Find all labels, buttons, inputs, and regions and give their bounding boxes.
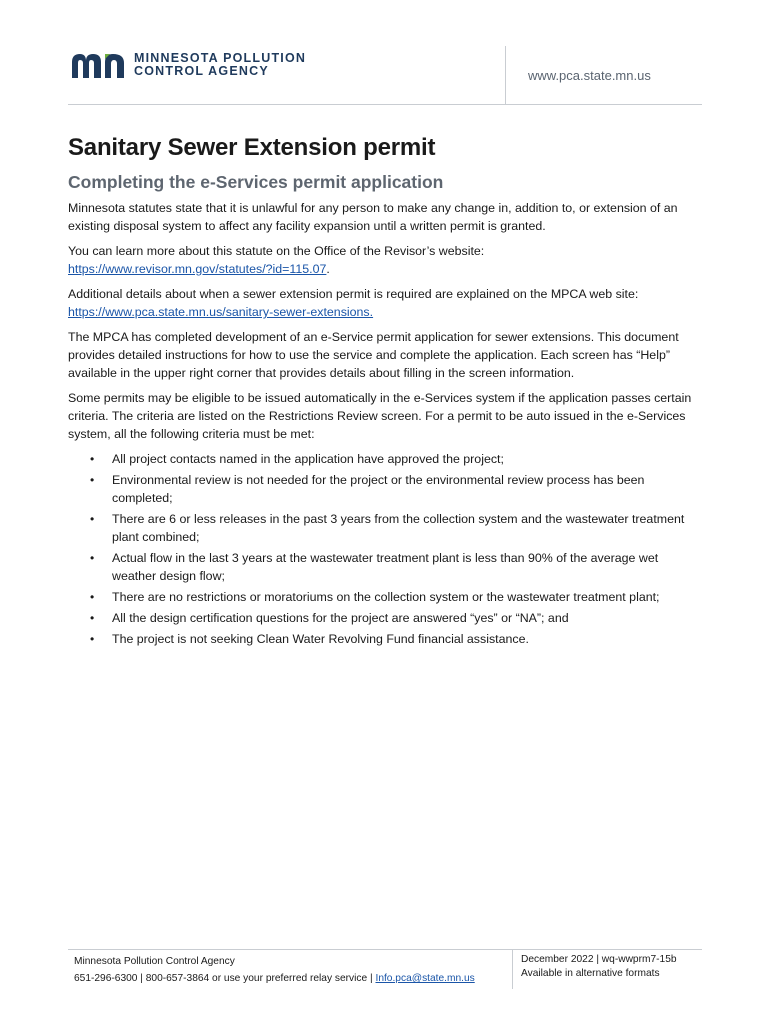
mpca-logo[interactable] bbox=[70, 52, 306, 78]
intro-paragraph: Minnesota statutes state that it is unlawful for any person to make any change in, addition to, or extension of an existing disposal system to affect any facility expansion until a written permit is granted. bbox=[68, 201, 678, 233]
org-name-line1: MINNESOTA POLLUTION bbox=[134, 51, 307, 65]
list-item: • All the design certification questions for the project are answered “yes” or “NA”; and bbox=[112, 609, 704, 627]
org-name bbox=[134, 52, 306, 78]
list-item: • Environmental review is not needed for the project or the environmental review process has been completed; bbox=[112, 471, 704, 507]
page-title: Sanitary Sewer Extension permit bbox=[68, 134, 436, 161]
details-text: Additional details about when a sewer extension permit is required are explained on the MPCA web site: bbox=[68, 287, 639, 301]
list-item: • Actual flow in the last 3 years at the wastewater treatment plant is less than 90% of the average wet weather design flow; bbox=[112, 549, 704, 585]
list-item: • There are 6 or less releases in the past 3 years from the collection system and the wastewater treatment plant combined; bbox=[112, 510, 704, 546]
list-item: • There are no restrictions or moratoriums on the collection system or the wastewater treatment plant; bbox=[112, 588, 704, 606]
footer-phone-line bbox=[74, 970, 475, 987]
header-divider bbox=[68, 104, 702, 105]
document-body bbox=[68, 134, 704, 651]
footer-email-link[interactable]: Info.pca@state.mn.us bbox=[375, 973, 475, 984]
list-item: • The project is not seeking Clean Water Revolving Fund financial assistance. bbox=[112, 630, 704, 648]
auto-issue-paragraph: Some permits may be eligible to be issued automatically in the e-Services system if the application passes certain criteria. The criteria are listed on the Restrictions Review screen. For a permit to be auto issued in the e-Services system, all the following criteria must be met: bbox=[68, 391, 692, 441]
statute-text: You can learn more about this statute on the Office of the Revisor’s website: bbox=[68, 244, 485, 258]
revisor-link[interactable]: https://www.revisor.mn.gov/statutes/?id=115.07 bbox=[68, 262, 327, 276]
footer-phone: 651-296-6300 | 800-657-3864 or use your preferred relay service | bbox=[74, 973, 376, 984]
list-item: • All project contacts named in the application have approved the project; bbox=[112, 450, 704, 468]
page-subtitle: Completing the e-Services permit application bbox=[68, 172, 444, 192]
details-paragraph bbox=[68, 285, 704, 321]
statute-paragraph bbox=[68, 242, 704, 278]
org-name-line2: CONTROL AGENCY bbox=[134, 64, 269, 78]
footer-org: Minnesota Pollution Control Agency bbox=[74, 956, 235, 967]
header-vertical-divider bbox=[505, 46, 506, 104]
footer-divider bbox=[68, 949, 702, 950]
footer-vertical-divider bbox=[512, 949, 513, 989]
footer-date-id: December 2022 | wq-wwprm7-15b bbox=[521, 954, 677, 965]
eservice-paragraph: The MPCA has completed development of an e-Service permit application for sewer extensions. This document provides detailed instructions for how to use the service and complete the application. Each screen has “Help” available in the upper right corner that provides details about filling in the screen information. bbox=[68, 330, 679, 380]
footer-alt-formats: Available in alternative formats bbox=[521, 968, 660, 979]
criteria-list bbox=[68, 450, 704, 648]
mpca-sewer-link[interactable]: https://www.pca.state.mn.us/sanitary-sewer-extensions. bbox=[68, 305, 374, 319]
footer-meta bbox=[521, 953, 677, 981]
mn-logo-icon bbox=[70, 52, 126, 78]
footer-contact bbox=[74, 953, 475, 987]
statute-period: . bbox=[326, 262, 330, 276]
website-url[interactable]: www.pca.state.mn.us bbox=[528, 68, 651, 83]
